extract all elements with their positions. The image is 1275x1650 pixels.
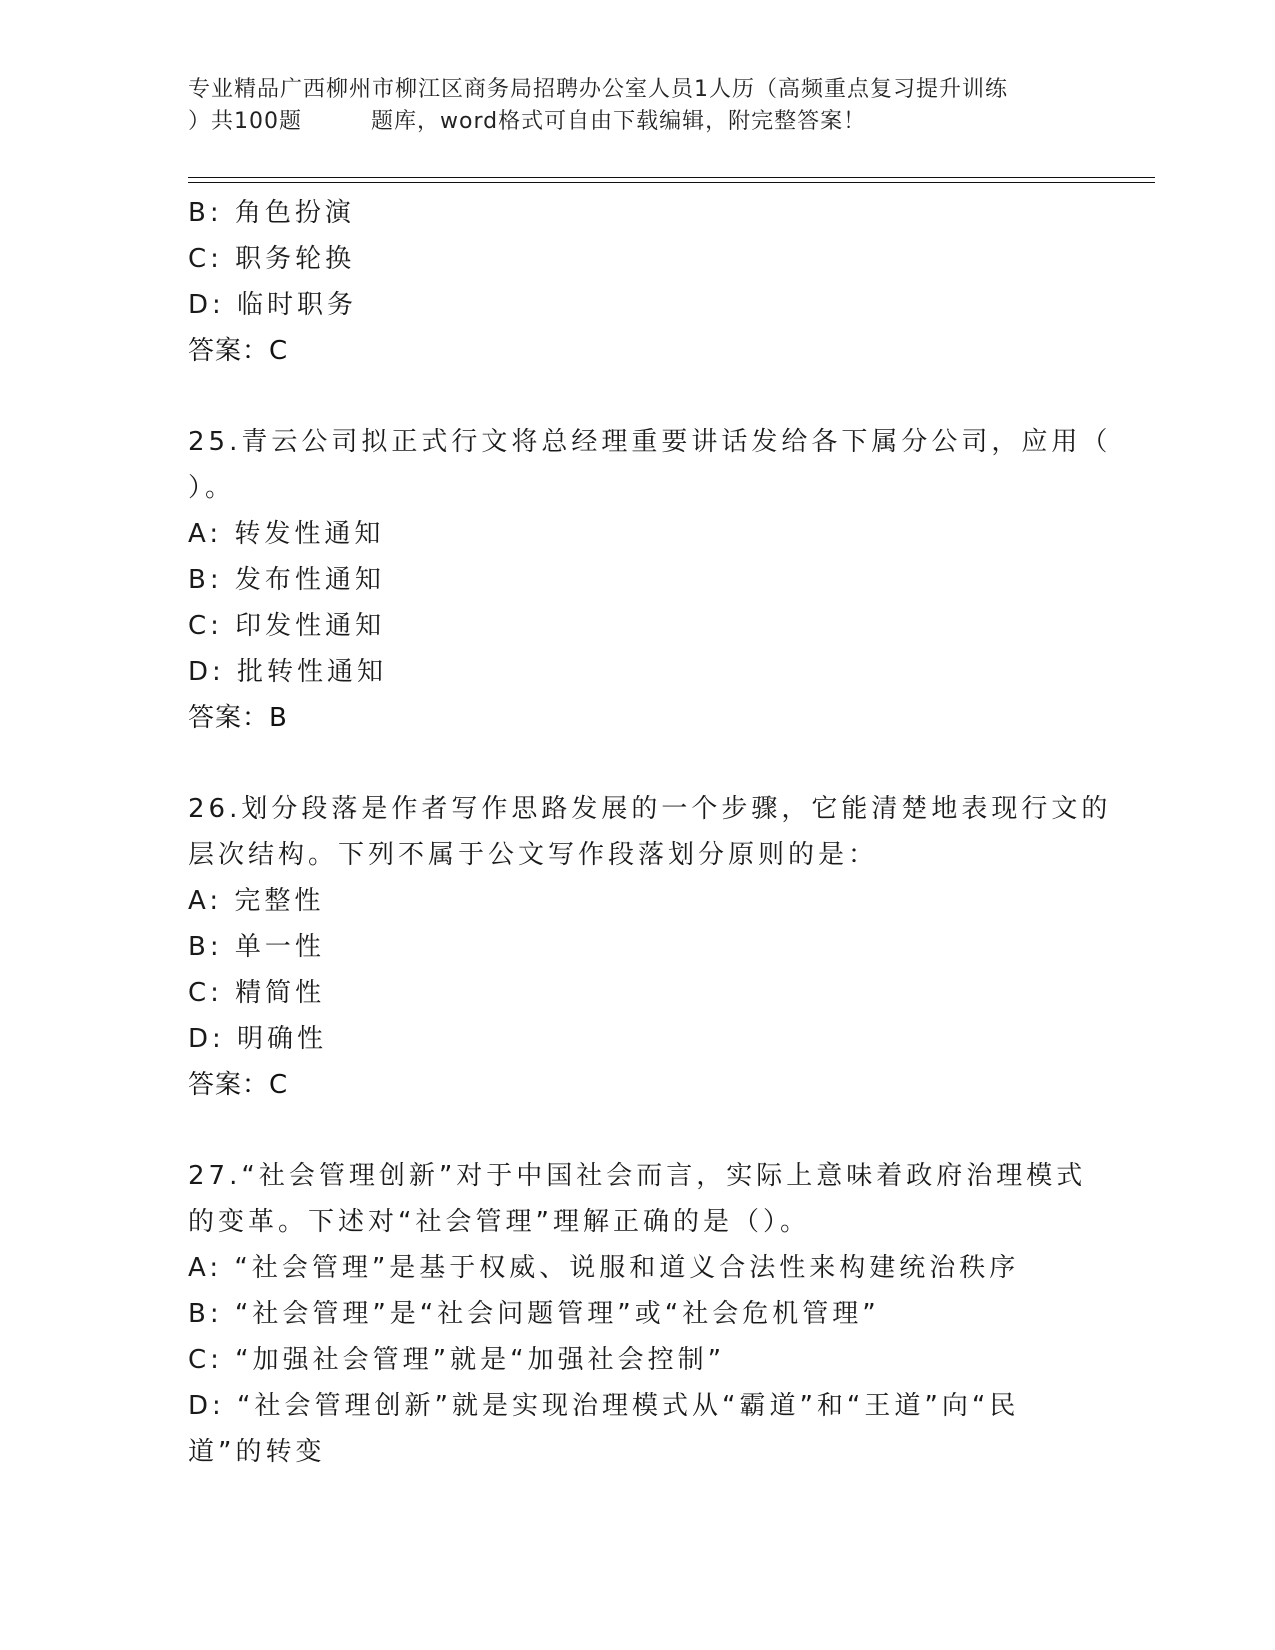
option-d: D: 明确性 <box>188 1024 328 1054</box>
option-d: D: 临时职务 <box>188 290 358 320</box>
option-b: B: 单一性 <box>188 932 325 962</box>
option-a: A: 完整性 <box>188 886 325 916</box>
question-stem-line: 层次结构。下列不属于公文写作段落划分原则的是： <box>188 840 879 870</box>
option-b: B: “社会管理”是“社会问题管理”或“社会危机管理” <box>188 1299 880 1329</box>
option-a: A: 转发性通知 <box>188 519 385 549</box>
option-c: C: 印发性通知 <box>188 611 386 641</box>
answer-label: 答案：C <box>188 1070 289 1100</box>
header-line-2: ）共100题 题库，word格式可自由下载编辑，附完整答案！ <box>188 109 867 134</box>
option-a: A: “社会管理”是基于权威、说服和道义合法性来构建统治秩序 <box>188 1253 1020 1283</box>
question-25 <box>188 419 1112 741</box>
question-stem-line: 26.划分段落是作者写作思路发展的一个步骤，它能清楚地表现行文的 <box>188 794 1112 824</box>
option-b: B: 发布性通知 <box>188 565 385 595</box>
question-27 <box>188 1153 1088 1475</box>
header-divider-top <box>188 177 1155 178</box>
option-c: C: 精简性 <box>188 978 326 1008</box>
answer-label: 答案：C <box>188 336 289 366</box>
header-line-1: 专业精品广西柳州市柳江区商务局招聘办公室人员1人历（高频重点复习提升训练 <box>188 77 1008 102</box>
question-24-tail <box>188 190 1088 374</box>
option-d: D: “社会管理创新”就是实现治理模式从“霸道”和“王道”向“民 <box>188 1391 1020 1421</box>
document-header <box>188 74 1088 138</box>
option-c: C: “加强社会管理”就是“加强社会控制” <box>188 1345 726 1375</box>
question-content <box>188 190 1112 1475</box>
question-26 <box>188 786 1112 1108</box>
question-stem-line: ）。 <box>188 473 236 503</box>
option-d: D: 批转性通知 <box>188 657 388 687</box>
question-stem-line: 27.“社会管理创新”对于中国社会而言，实际上意味着政府治理模式 <box>188 1161 1087 1191</box>
option-c: C: 职务轮换 <box>188 244 356 274</box>
option-b: B: 角色扮演 <box>188 198 355 228</box>
option-d-continuation: 道”的转变 <box>188 1437 326 1467</box>
header-divider-bottom <box>188 182 1155 183</box>
question-stem-line: 的变革。下述对“社会管理”理解正确的是（）。 <box>188 1207 810 1237</box>
question-stem-line: 25.青云公司拟正式行文将总经理重要讲话发给各下属分公司，应用（ <box>188 427 1112 457</box>
answer-label: 答案：B <box>188 703 288 733</box>
